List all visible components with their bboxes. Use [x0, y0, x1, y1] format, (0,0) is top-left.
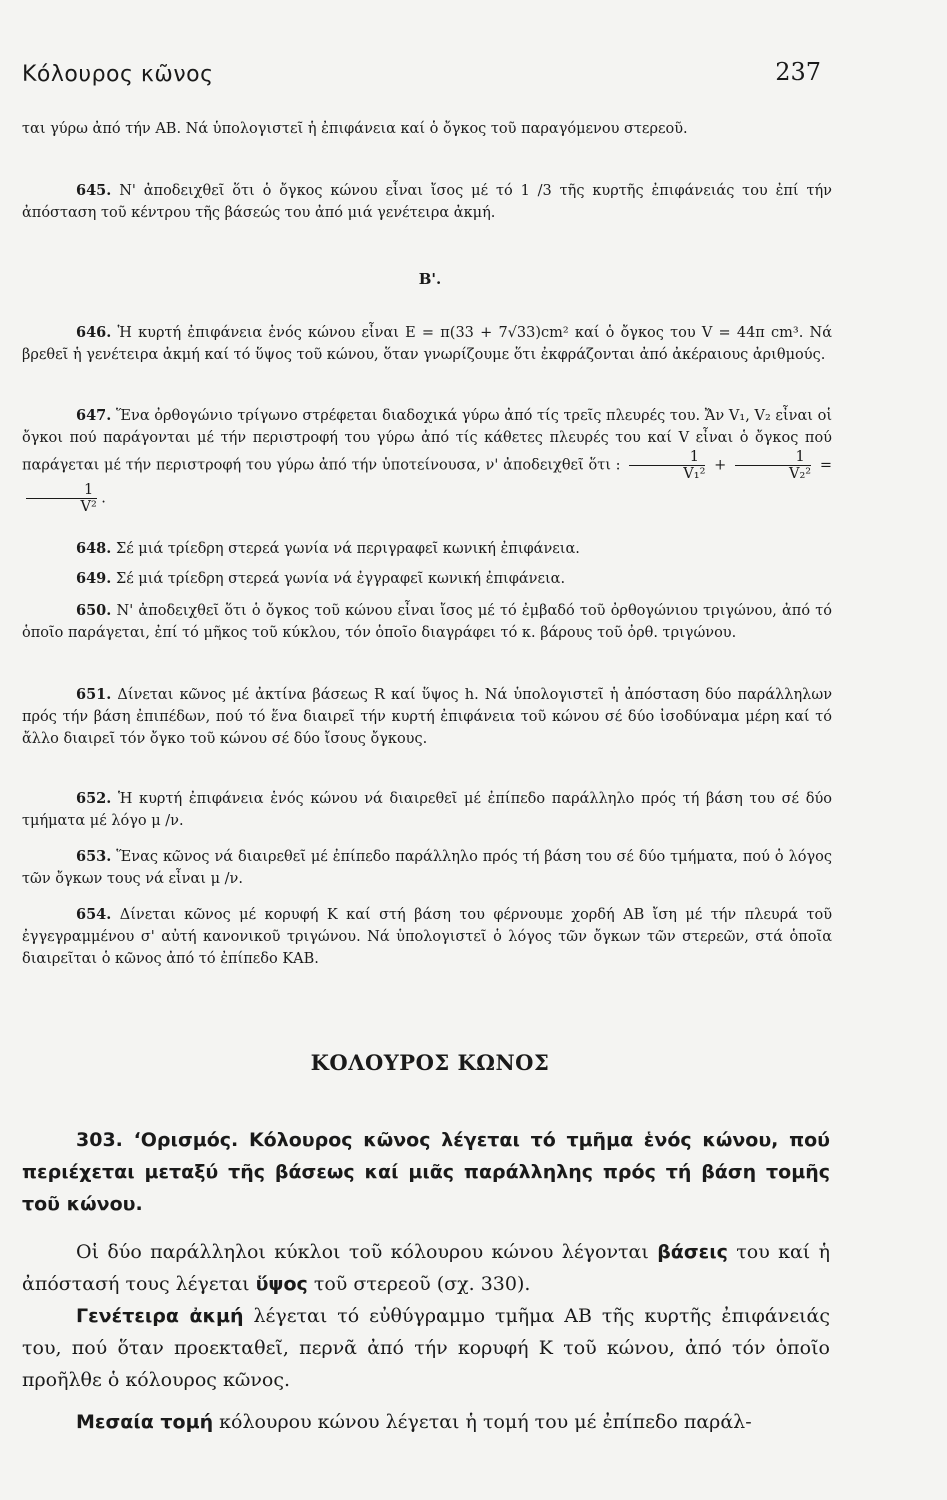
exercise-650	[22, 600, 832, 644]
section-title: ΚΟΛΟΥΡΟΣ ΚΩΝΟΣ	[310, 1050, 550, 1075]
exercise-646	[22, 322, 832, 366]
exercise-text: Σέ μιά τρίεδρη στερεά γωνία νά περιγραφεῖ κωνική ἐπιφάνεια.	[115, 541, 580, 557]
exercise-number: 645.	[76, 182, 112, 199]
term-bases: βάσεις	[657, 1241, 728, 1263]
exercise-text: ται γύρω ἀπό τήν ΑΒ. Νά ὑπολογιστεῖ ἡ ἐπιφάνεια καί ὁ ὄγκος τοῦ παραγόμενου στερεοῦ.	[22, 121, 688, 137]
exercise-644-continuation	[22, 118, 832, 140]
equals-sign: =	[819, 457, 833, 474]
page-number: 237	[775, 58, 821, 86]
exercise-number: 648.	[76, 540, 112, 557]
fraction-numerator: 1	[26, 482, 97, 499]
fraction-denominator: V₂²	[789, 466, 812, 482]
text-span: τοῦ στερεοῦ (σχ. 330).	[307, 1273, 531, 1295]
exercise-653	[22, 846, 832, 890]
exercise-645	[22, 180, 832, 224]
fraction-numerator: 1	[735, 449, 811, 466]
exercise-651	[22, 684, 832, 750]
paragraph-generatrix	[22, 1300, 830, 1396]
exercise-number: 653.	[76, 848, 112, 865]
exercise-647	[22, 405, 832, 515]
exercise-number: 651.	[76, 686, 112, 703]
exercise-text: Ν' ἀποδειχθεῖ ὅτι ὁ ὄγκος κώνου εἶναι ἴσος μέ τό 1 /3 τῆς κυρτῆς ἐπιφάνειάς του ἐπί τήν ἀπόσταση τοῦ κέντρου τῆς βάσεώς του ἀπό μιά γενέτειρα ἀκμή.	[22, 183, 833, 221]
definition-303	[22, 1124, 830, 1220]
term-middle-section: Μεσαία τομή	[76, 1411, 214, 1433]
fraction-1-over-v1-squared	[629, 449, 705, 482]
term-generatrix: Γενέτειρα ἀκμή	[76, 1305, 244, 1327]
fraction-1-over-v2-squared	[735, 449, 811, 482]
exercise-text: Σέ μιά τρίεδρη στερεά γωνία νά ἐγγραφεῖ κωνική ἐπιφάνεια.	[115, 571, 566, 587]
period: .	[101, 490, 106, 507]
exercise-text: Ἕνα ὀρθογώνιο τρίγωνο στρέφεται διαδοχικά γύρω ἀπό τίς τρεῖς πλευρές του. Ἄν V₁, V₂ εἶναι οἱ ὄγκοι πού παράγονται μέ τήν περιστροφή του γύρω ἀπό τίς κάθετες πλευρές του καί V εἶναι ὁ ὄγκος πού παράγεται μέ τήν περιστροφή του γύρω ἀπό τήν ὑποτείνουσα, ν' ἀποδειχθεῖ ὅτι :	[22, 408, 833, 474]
fraction-numerator: 1	[629, 449, 705, 466]
section-b-heading: Β'.	[418, 270, 442, 288]
fraction-denominator: V₁²	[683, 466, 706, 482]
text-span: του καί ἡ ἀπόστασή τους λέγεται	[22, 1241, 830, 1295]
exercise-text: Ν' ἀποδειχθεῖ ὅτι ὁ ὄγκος τοῦ κώνου εἶναι ἴσος μέ τό ἐμβαδό τοῦ ὀρθογώνιου τριγώνου, ἀπό τό ὁποῖο παράγεται, ἐπί τό μῆκος τοῦ κύκλου, τόν ὁποῖο διαγράφει τό κ. βάρους τοῦ ὀρθ. τριγώνου.	[22, 603, 833, 641]
exercise-649	[22, 568, 832, 590]
text-span: λέγεται τό εὐθύγραμμο τμῆμα ΑΒ τῆς κυρτῆς ἐπιφάνειάς του, πού ὅταν προεκταθεῖ, περνᾶ ἀπό τήν κορυφή Κ τοῦ κώνου, ἀπό τόν ὁποῖο προῆλθε ὁ κόλουρος κῶνος.	[22, 1305, 830, 1391]
text-span: Οἱ δύο παράλληλοι κύκλοι τοῦ κόλουρου κώνου λέγονται	[76, 1241, 658, 1263]
fraction-1-over-v-squared	[26, 482, 97, 515]
exercise-text: Δίνεται κῶνος μέ κορυφή Κ καί στή βάση του φέρνουμε χορδή ΑΒ ἴση μέ τήν πλευρά τοῦ ἐγγεγραμμένου σ' αὐτή κανονικοῦ τριγώνου. Νά ὑπολογιστεῖ ὁ λόγος τῶν ὄγκων τῶν στερεῶν, στά ὁποῖα διαιρεῖται ὁ κῶνος ἀπό τό ἐπίπεδο ΚΑΒ.	[22, 907, 833, 967]
exercise-number: 647.	[76, 407, 112, 424]
definition-text: 303. ʻΟρισμός. Κόλουρος κῶνος λέγεται τό τμῆμα ἑνός κώνου, πού περιέχεται μεταξύ τῆς βάσεως καί μιᾶς παράλληλης πρός τή βάση τομῆς τοῦ κώνου.	[22, 1129, 830, 1215]
exercise-number: 649.	[76, 570, 112, 587]
paragraph-middle-section	[22, 1406, 830, 1438]
plus-sign: +	[714, 457, 727, 474]
text-span: κόλουρου κώνου λέγεται ἡ τομή του μέ ἐπίπεδο παράλ-	[213, 1411, 752, 1433]
fraction-denominator: V²	[80, 499, 97, 515]
exercise-number: 646.	[76, 324, 112, 341]
exercise-654	[22, 904, 832, 970]
exercise-648	[22, 538, 832, 560]
exercise-number: 654.	[76, 906, 112, 923]
exercise-number: 650.	[76, 602, 112, 619]
running-head-title: Κόλουρος κῶνος	[22, 62, 214, 87]
paragraph-bases-height	[22, 1236, 830, 1300]
term-height: ὕψος	[255, 1273, 308, 1295]
exercise-text: Ἕνας κῶνος νά διαιρεθεῖ μέ ἐπίπεδο παράλληλο πρός τή βάση του σέ δύο τμήματα, πού ὁ λόγος τῶν ὄγκων τους νά εἶναι μ /ν.	[22, 849, 833, 887]
exercise-text: Ἡ κυρτή ἐπιφάνεια ἑνός κώνου νά διαιρεθεῖ μέ ἐπίπεδο παράλληλο πρός τή βάση του σέ δύο τμήματα μέ λόγο μ /ν.	[22, 791, 833, 829]
exercise-text: Ἡ κυρτή ἐπιφάνεια ἑνός κώνου εἶναι Ε = π(33 + 7√33)cm² καί ὁ ὄγκος του V = 44π cm³. Νά βρεθεῖ ἡ γενέτειρα ἀκμή καί τό ὕψος τοῦ κώνου, ὅταν γνωρίζουμε ὅτι ἐκφράζονται ἀπό ἀκέραιους ἀριθμούς.	[22, 325, 832, 363]
exercise-652	[22, 788, 832, 832]
exercise-number: 652.	[76, 790, 112, 807]
exercise-text: Δίνεται κῶνος μέ ἀκτίνα βάσεως R καί ὕψος h. Νά ὑπολογιστεῖ ἡ ἀπόσταση δύο παράλληλων πρός τήν βάση ἐπιπέδων, πού τό ἕνα διαιρεῖ τήν κυρτή ἐπιφάνεια τοῦ κώνου σέ δύο ἰσοδύναμα μέρη καί τό ἄλλο διαιρεῖ τόν ὄγκο τοῦ κώνου σέ δύο ἴσους ὄγκους.	[22, 687, 833, 747]
